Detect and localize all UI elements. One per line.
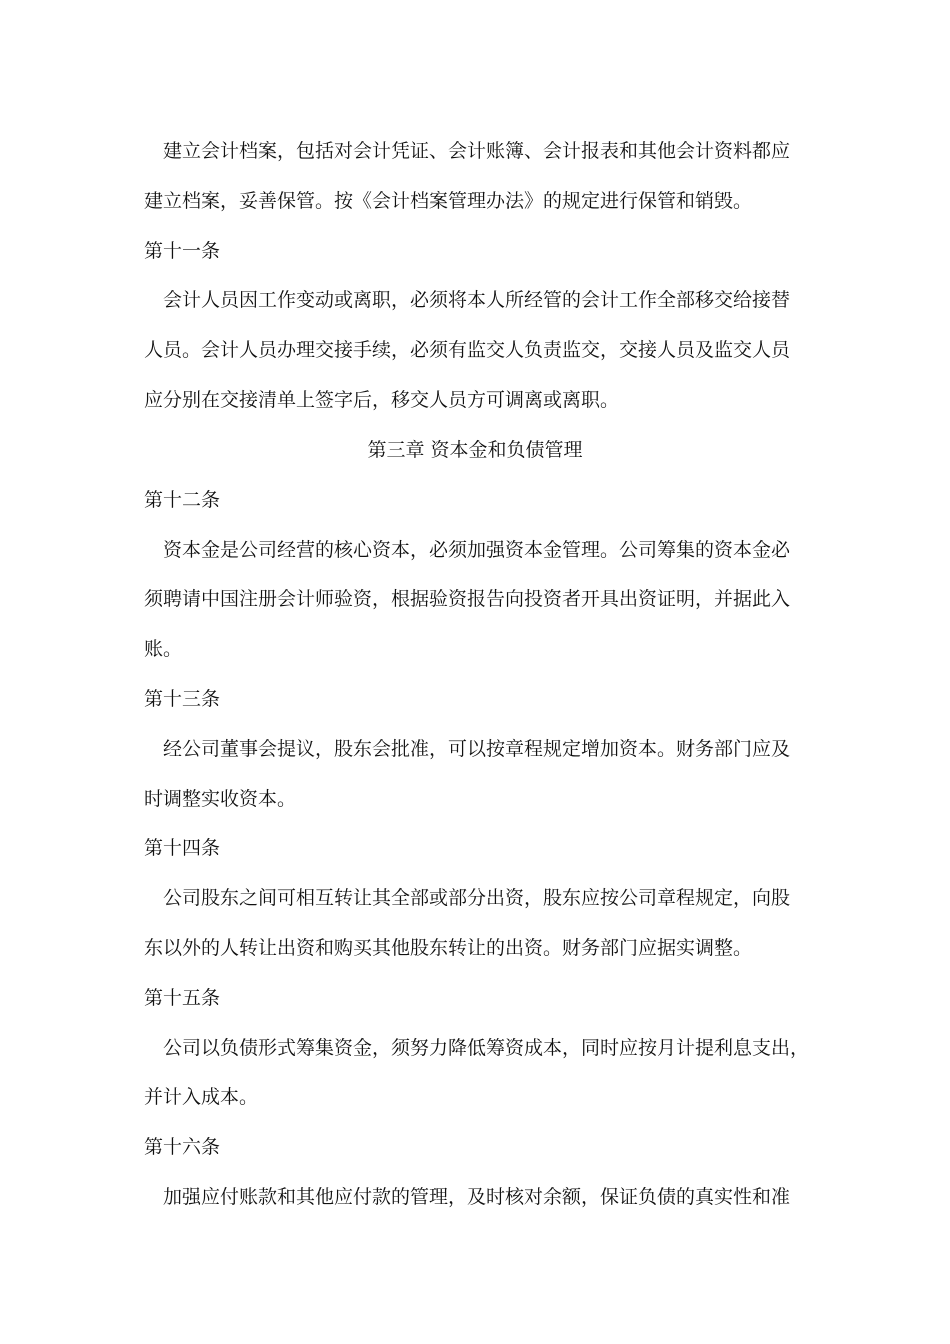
paragraph-line: 公司股东之间可相互转让其全部或部分出资，股东应按公司章程规定，向股 <box>163 887 791 909</box>
paragraph-line: 应分别在交接清单上签字后，移交人员方可调离或离职。 <box>144 389 620 411</box>
article-heading: 第十六条 <box>144 1136 221 1158</box>
paragraph-line: 须聘请中国注册会计师验资，根据验资报告向投资者开具出资证明，并据此入 <box>144 588 791 610</box>
paragraph-line: 经公司董事会提议，股东会批准，可以按章程规定增加资本。财务部门应及 <box>163 738 791 760</box>
paragraph-line: 建立档案，妥善保管。按《会计档案管理办法》的规定进行保管和销毁。 <box>144 190 753 212</box>
paragraph-line: 时调整实收资本。 <box>144 788 297 810</box>
paragraph-line: 账。 <box>144 638 183 660</box>
paragraph-line: 资本金是公司经营的核心资本，必须加强资本金管理。公司筹集的资本金必 <box>163 539 791 561</box>
paragraph-line: 公司以负债形式筹集资金，须努力降低筹资成本，同时应按月计提利息支出， <box>163 1037 810 1059</box>
article-heading: 第十一条 <box>144 240 221 262</box>
paragraph-line: 人员。会计人员办理交接手续，必须有监交人负责监交，交接人员及监交人员 <box>144 339 791 361</box>
article-heading: 第十三条 <box>144 688 221 710</box>
article-heading: 第十五条 <box>144 987 221 1009</box>
paragraph-line: 建立会计档案，包括对会计凭证、会计账簿、会计报表和其他会计资料都应 <box>163 140 791 162</box>
chapter-title: 第三章 资本金和负债管理 <box>367 439 583 461</box>
article-heading: 第十四条 <box>144 837 221 859</box>
article-heading: 第十二条 <box>144 489 221 511</box>
paragraph-line: 加强应付账款和其他应付款的管理，及时核对余额，保证负债的真实性和准 <box>163 1186 791 1208</box>
paragraph-line: 并计入成本。 <box>144 1086 259 1108</box>
paragraph-line: 会计人员因工作变动或离职，必须将本人所经管的会计工作全部移交给接替 <box>163 289 791 311</box>
paragraph-line: 东以外的人转让出资和购买其他股东转让的出资。财务部门应据实调整。 <box>144 937 753 959</box>
